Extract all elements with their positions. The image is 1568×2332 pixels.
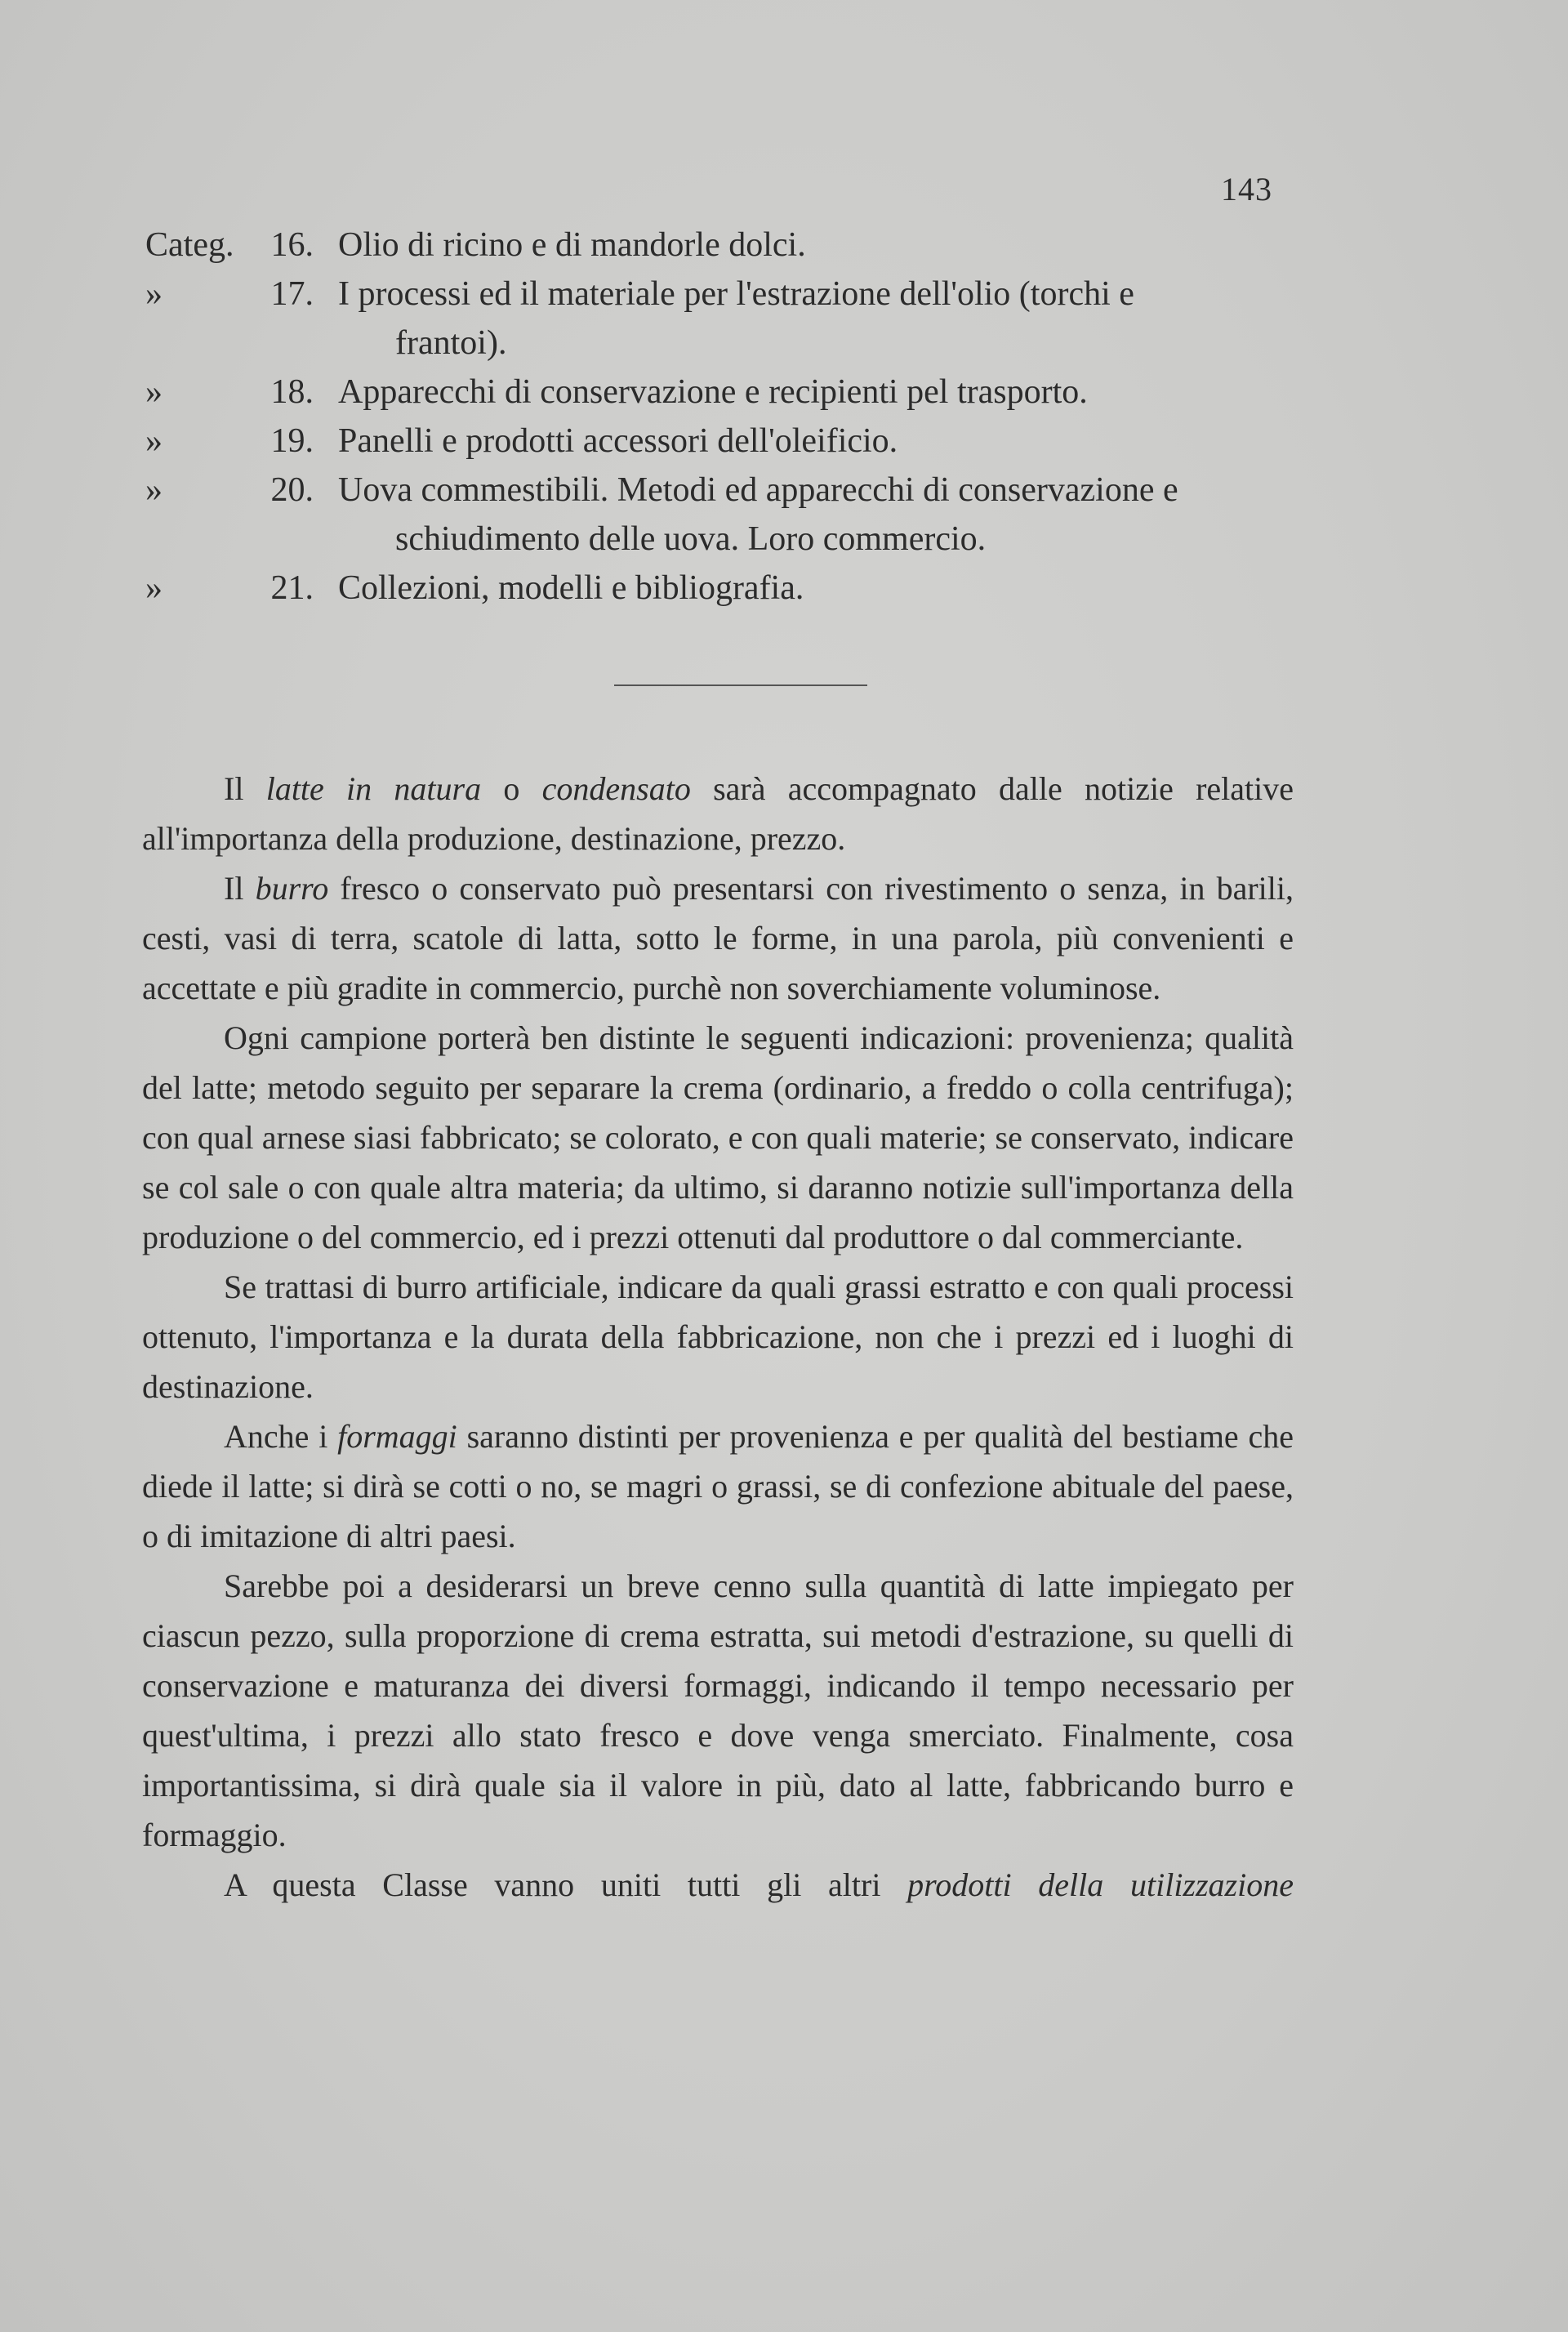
category-list: [145, 221, 1297, 613]
category-text-line: Panelli e prodotti accessori dell'oleificio.: [338, 422, 898, 460]
italic-term: prodotti della utilizzazione: [907, 1866, 1294, 1903]
category-text-line: Olio di ricino e di mandorle dolci.: [338, 226, 806, 264]
paragraph-campione: Ogni campione porterà ben distinte le seguenti indicazioni: provenienza; qualità del latte; metodo seguito per separare la crema (ordinario, a freddo o colla centrifuga); con qual arnese siasi fabbricato; se colorato, e con quali materie; se conservato, indicare se col sale o con quale altra materia; da ultimo, si daranno notizie sull'importanza della produzione o del commercio, ed i prezzi ottenuti dal produttore o dal commerciante.: [142, 1019, 1294, 1255]
category-text-continuation: schiudimento delle uova. Loro commercio.: [395, 520, 987, 558]
paragraph-classe: [142, 1860, 1294, 1910]
category-item-17: [145, 270, 1297, 368]
category-prefix: Categ.: [145, 226, 234, 264]
body-text: [142, 764, 1294, 1910]
category-prefix: »: [145, 471, 163, 509]
italic-term: latte in natura: [265, 770, 482, 807]
text-run: saranno distinti per provenienza e per qualità del bestiame che diede il latte; si dirà se cotti o no, se magri o grassi, se di confezione abituale del paese, o di imitazione di altri paesi.: [142, 1418, 1294, 1554]
category-text: [338, 466, 1297, 564]
text-run: A questa Classe vanno uniti tutti gli altri: [224, 1866, 908, 1903]
text-run: Il: [224, 770, 266, 807]
category-text-continuation: frantoi).: [395, 324, 507, 362]
category-number: 19.: [270, 422, 314, 460]
category-item-18: [145, 368, 1297, 417]
section-divider: [614, 684, 867, 686]
category-item-19: [145, 417, 1297, 466]
text-run: Il: [224, 870, 256, 907]
italic-term: condensato: [541, 770, 691, 807]
paragraph-burro-artificiale: Se trattasi di burro artificiale, indicare da quali grassi estratto e con quali processi ottenuto, l'importanza e la durata della fabbricazione, non che i prezzi ed i luoghi di destinazione.: [142, 1269, 1294, 1405]
text-run: sarà accompagnato dalle notizie relative all'importanza della produzione, destinazione, prezzo.: [142, 770, 1294, 857]
category-prefix: »: [145, 275, 163, 313]
category-item-16: [145, 221, 1297, 270]
text-run: Anche i: [224, 1418, 338, 1455]
category-text-line: Apparecchi di conservazione e recipienti pel trasporto.: [338, 373, 1088, 411]
italic-term: burro: [255, 870, 329, 907]
category-number: 20.: [270, 471, 314, 509]
category-text-line: Collezioni, modelli e bibliografia.: [338, 569, 804, 607]
category-number: 18.: [270, 373, 314, 411]
category-prefix: »: [145, 569, 163, 607]
category-text: [338, 417, 1297, 466]
text-run: fresco o conservato può presentarsi con rivestimento o senza, in barili, cesti, vasi di terra, scatole di latta, sotto le forme, in una parola, più convenienti e accettate e più gradite in commercio, purchè non soverchiamente voluminose.: [142, 870, 1294, 1006]
category-text: [338, 564, 1297, 613]
paragraph-burro: [142, 863, 1294, 1013]
category-number: 17.: [270, 275, 314, 313]
paragraph-quantita: Sarebbe poi a desiderarsi un breve cenno sulla quantità di latte impiegato per ciascun pezzo, sulla proporzione di crema estratta, sui metodi d'estrazione, su quelli di conservazione e maturanza dei diversi formaggi, indicando il tempo necessario per quest'ultima, i prezzi allo stato fresco e dove venga smerciato. Finalmente, cosa importantissima, si dirà quale sia il valore in più, dato al latte, fabbricando burro e formaggio.: [142, 1567, 1294, 1853]
category-text: [338, 221, 1297, 270]
category-item-20: [145, 466, 1297, 564]
paragraph-latte: [142, 764, 1294, 863]
category-text: [338, 368, 1297, 417]
category-prefix: »: [145, 422, 163, 460]
category-text: [338, 270, 1297, 368]
category-text-line: Uova commestibili. Metodi ed apparecchi di conservazione e: [338, 471, 1178, 509]
category-text-line: I processi ed il materiale per l'estrazione dell'olio (torchi e: [338, 275, 1134, 313]
category-prefix: »: [145, 373, 163, 411]
text-run: o: [481, 770, 542, 807]
page-number: 143: [1221, 171, 1272, 207]
category-number: 16.: [270, 226, 314, 264]
paragraph-formaggi: [142, 1411, 1294, 1561]
category-item-21: [145, 564, 1297, 613]
italic-term: formaggi: [337, 1418, 457, 1455]
category-number: 21.: [270, 569, 314, 607]
